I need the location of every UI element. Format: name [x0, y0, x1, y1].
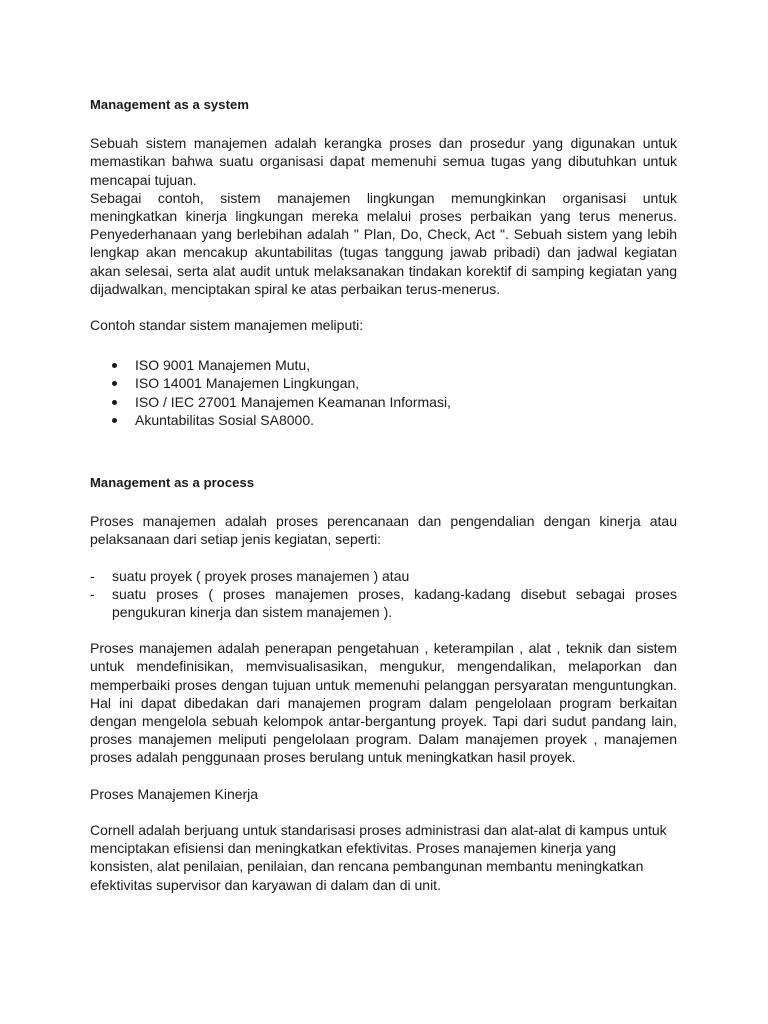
process-examples-list	[90, 567, 677, 622]
list-item-text: ISO 14001 Manajemen Lingkungan,	[135, 375, 360, 392]
list-item	[90, 567, 677, 585]
list-item-text: ISO / IEC 27001 Manajemen Keamanan Informasi,	[135, 393, 451, 410]
standards-list	[90, 356, 677, 429]
bullet-icon	[112, 381, 117, 386]
bullet-icon	[112, 400, 117, 405]
list-item	[90, 393, 677, 411]
list-item-text: Akuntabilitas Sosial SA8000.	[135, 411, 314, 428]
paragraph-system-definition: Sebuah sistem manajemen adalah kerangka proses dan prosedur yang digunakan untuk memastikan bahwa suatu organisasi dapat memenuhi semua tugas yang dibutuhkan untuk mencapai tujuan.	[90, 135, 677, 188]
dash-icon: -	[90, 567, 95, 584]
list-item	[90, 411, 677, 429]
bullet-icon	[112, 418, 117, 423]
list-item	[90, 374, 677, 392]
list-item	[90, 356, 677, 374]
paragraph-system-example: Sebagai contoh, sistem manajemen lingkungan memungkinkan organisasi untuk meningkatkan kinerja lingkungan mereka melalui proses perbaikan yang terus menerus. Penyederhanaan yang berlebihan adalah " Plan, Do, Check, Act ". Sebuah sistem yang lebih lengkap akan mencakup akuntabilitas (tugas tanggung jawab pribadi) dan jadwal kegiatan akan selesai, serta alat audit untuk melaksanakan tindakan korektif di samping kegiatan yang dijadwalkan, menciptakan spiral ke atas perbaikan terus-menerus.	[90, 189, 677, 297]
list-item	[90, 585, 677, 621]
paragraph-standards-intro: Contoh standar sistem manajemen meliputi:	[90, 317, 364, 334]
list-item-text: ISO 9001 Manajemen Mutu,	[135, 357, 311, 374]
section-heading-system: Management as a system	[90, 97, 249, 112]
list-item-text: suatu proses ( proses manajemen proses, kadang-kadang disebut sebagai proses pengukuran kinerja dan sistem manajemen ).	[112, 585, 677, 621]
paragraph-cornell: Cornell adalah berjuang untuk standarisasi proses administrasi dan alat-alat di kampus untuk menciptakan efisiensi dan meningkatkan efektivitas. Proses manajemen kinerja yang konsisten, alat penilaian, penilaian, dan rencana pembangunan membantu meningkatkan efektivitas supervisor dan karyawan di dalam dan di unit.	[90, 821, 667, 893]
bullet-icon	[112, 363, 117, 368]
dash-icon: -	[90, 585, 95, 602]
section-heading-process: Management as a process	[90, 475, 255, 491]
list-item-text: suatu proyek ( proyek proses manajemen ) atau	[112, 567, 410, 584]
paragraph-process-management: Proses manajemen adalah penerapan pengetahuan , keterampilan , alat , teknik dan sistem untuk mendefinisikan, memvisualisasikan, mengukur, mengendalikan, melaporkan dan memperbaiki proses dengan tujuan untuk memenuhi pelanggan persyaratan menguntungkan. Hal ini dapat dibedakan dari manajemen program dalam pengelolaan program berkaitan dengan mengelola sebuah kelompok antar-bergantung proyek. Tapi dari sudut pandang lain, proses manajemen meliputi pengelolaan program. Dalam manajemen proyek , manajemen proses adalah penggunaan proses berulang untuk meningkatkan hasil proyek.	[90, 640, 677, 766]
subheading-performance-management: Proses Manajemen Kinerja	[90, 785, 259, 802]
document-page	[90, 96, 677, 894]
paragraph-process-definition: Proses manajemen adalah proses perencanaan dan pengendalian dengan kinerja atau pelaksanaan dari setiap jenis kegiatan, seperti:	[90, 513, 677, 548]
